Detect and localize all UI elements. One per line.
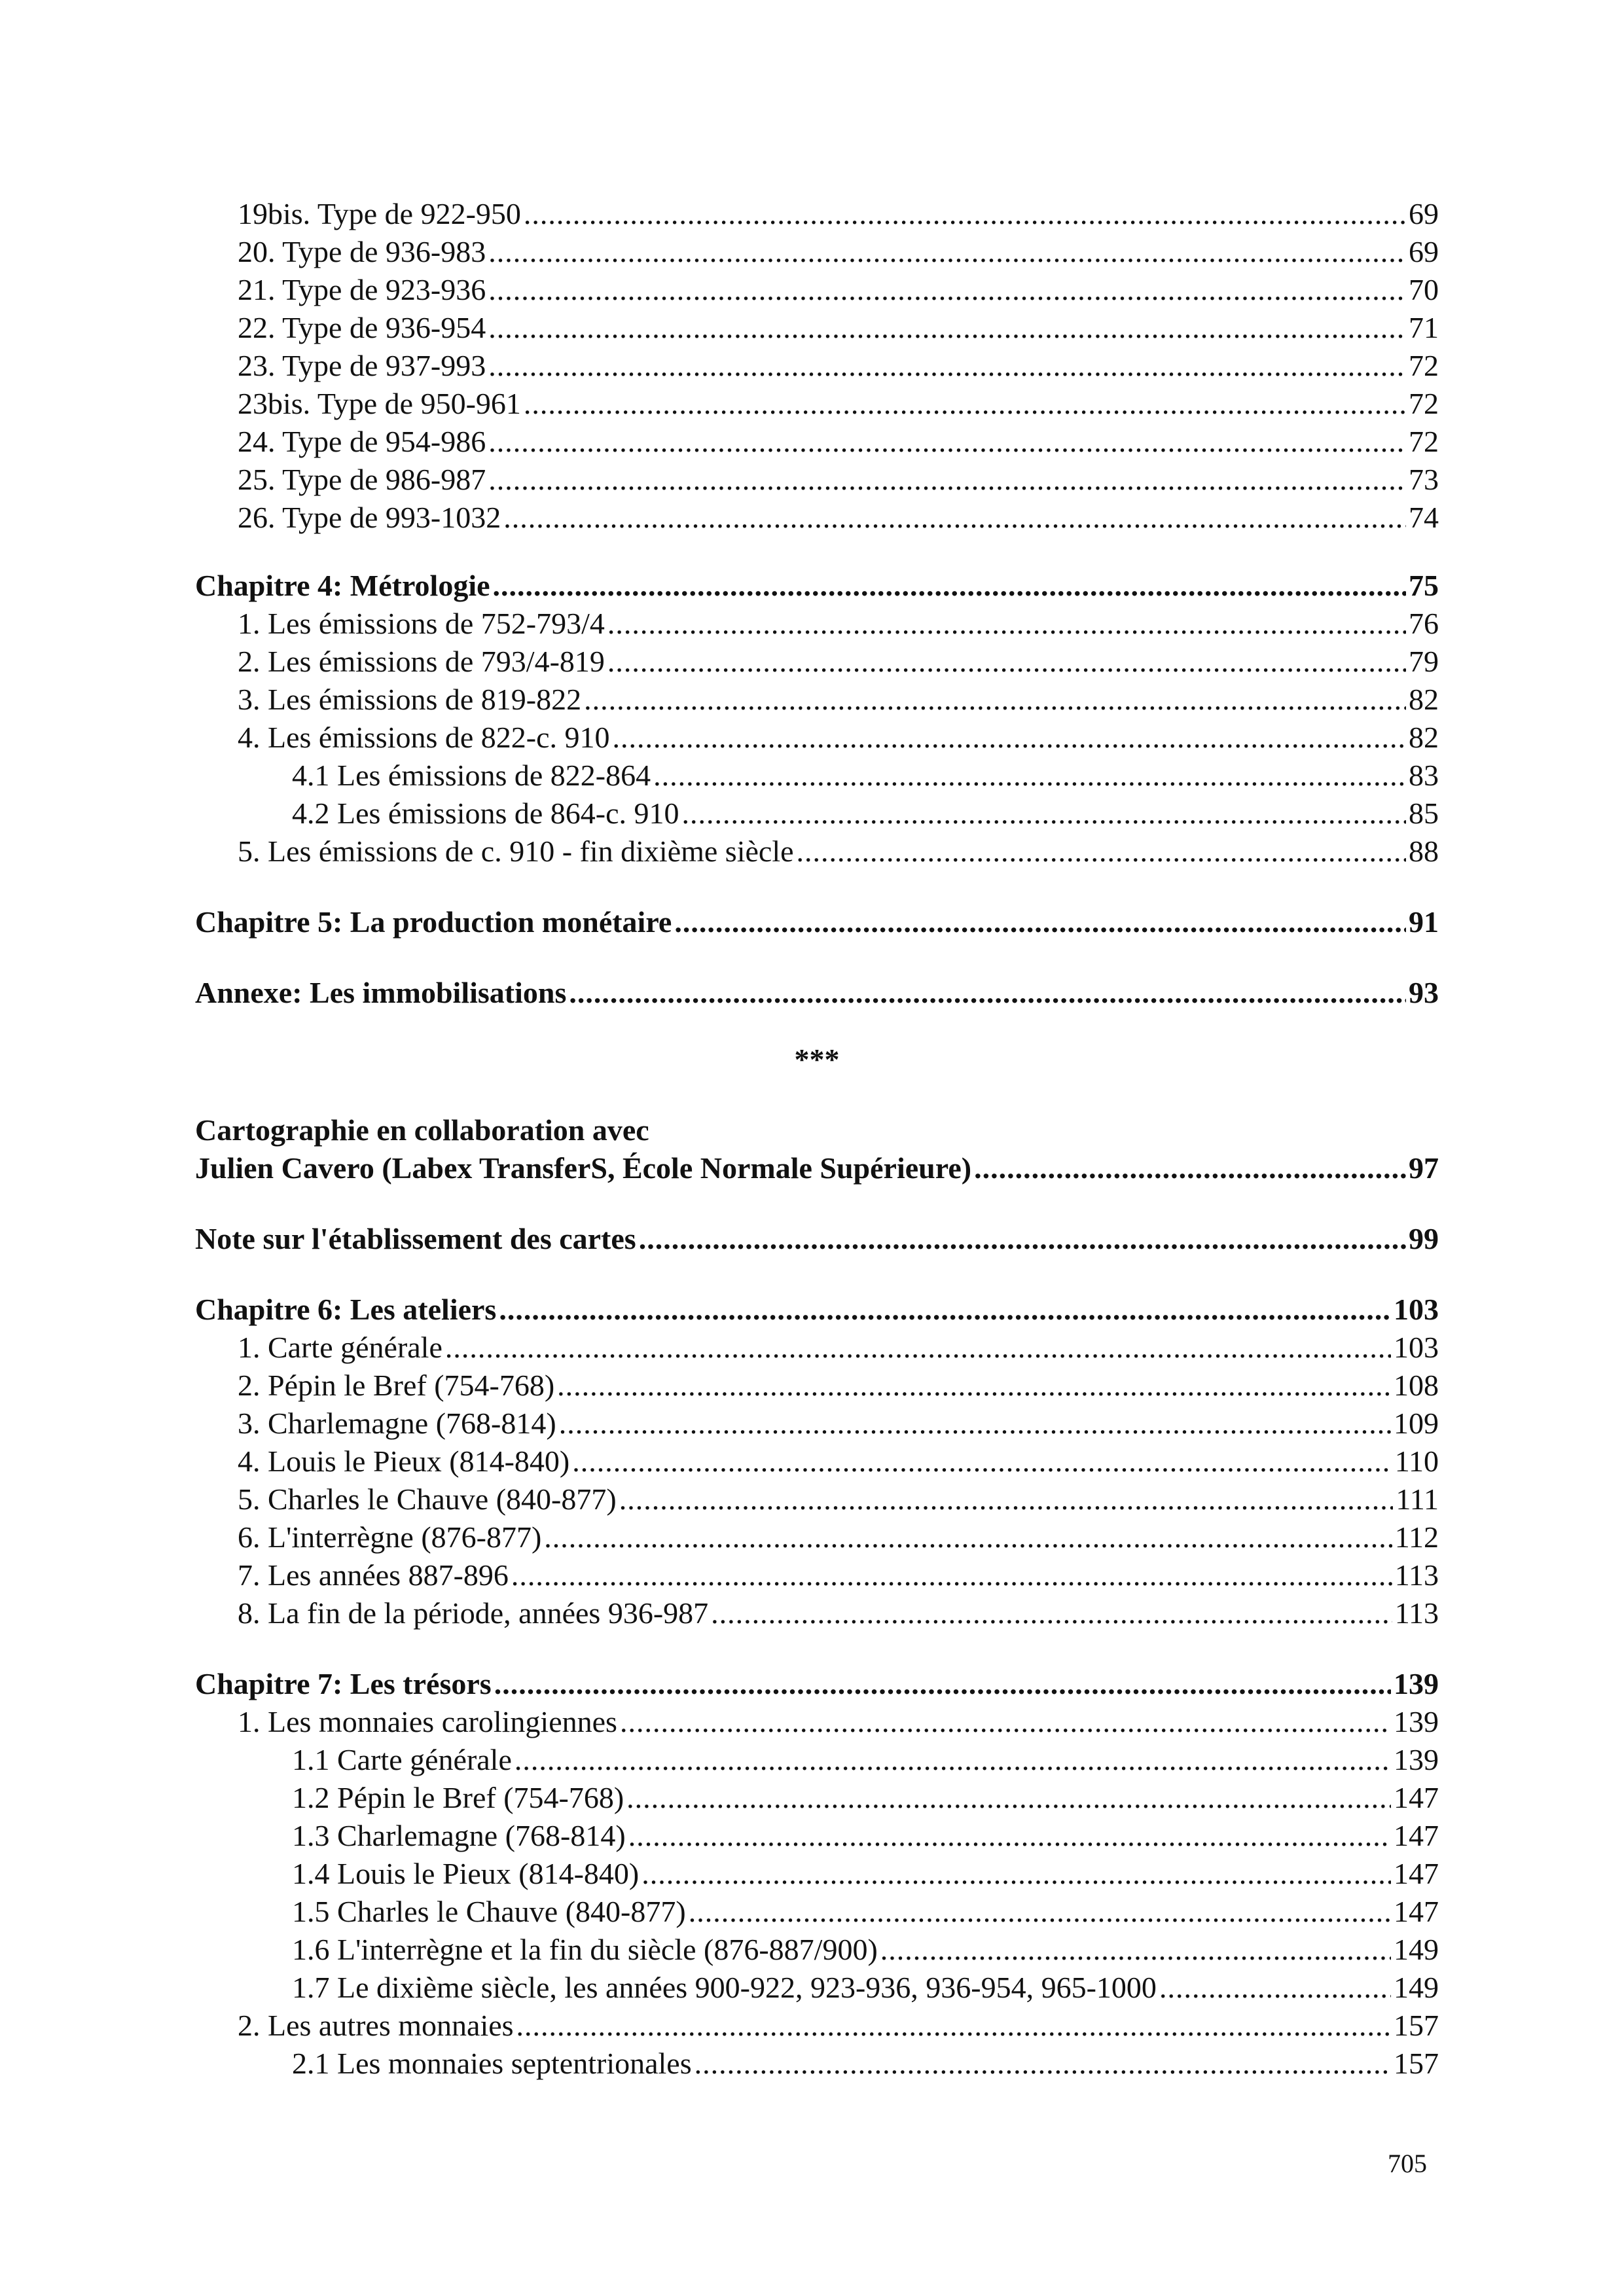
dot-leader [488,423,1406,461]
dot-leader [619,1480,1394,1518]
toc-entry-23bis [195,385,1439,423]
dot-leader [797,833,1406,870]
toc-page: 149 [1394,1933,1439,1966]
toc-entry-25 [195,461,1439,499]
toc-entry [195,1518,1439,1556]
toc-page: 99 [1409,1222,1439,1255]
chapter-heading-4 [195,567,1439,605]
toc-page: 72 [1409,425,1439,458]
toc-page: 91 [1409,905,1439,939]
dot-leader [641,1855,1391,1893]
toc-entry [195,1443,1439,1480]
toc-label: Chapitre 7: Les trésors [195,1667,492,1700]
toc-page: 109 [1394,1407,1439,1440]
dot-leader [572,1443,1392,1480]
toc-entry [195,1703,1439,1741]
toc-label: 4.1 Les émissions de 822-864 [292,759,651,792]
toc-label: 5. Les émissions de c. 910 - fin dixième siècle [238,834,794,868]
toc-label: 21. Type de 923-936 [238,273,486,306]
toc-label: Note sur l'établissement des cartes [195,1222,636,1255]
toc-label: 1.1 Carte générale [292,1743,512,1776]
dot-leader [639,1220,1406,1258]
toc-label: 1.5 Charles le Chauve (840-877) [292,1895,686,1928]
dot-leader [626,1779,1391,1817]
dot-leader [524,385,1406,423]
toc-label: 1.4 Louis le Pieux (814-840) [292,1857,640,1890]
dot-leader [689,1893,1391,1931]
toc-page: 110 [1394,1444,1439,1478]
toc-page: 139 [1394,1667,1439,1700]
toc-entry [195,1367,1439,1405]
toc-page: 147 [1394,1857,1439,1890]
toc-label: Julien Cavero (Labex TransferS, École Normale Supérieure) [195,1151,972,1185]
toc-label: Chapitre 6: Les ateliers [195,1293,497,1326]
dot-leader [516,2007,1391,2045]
dot-leader [613,719,1406,757]
cartography-heading-line1: Cartographie en collaboration avec [195,1113,649,1147]
toc-entry [195,1556,1439,1594]
toc-label: 8. La fin de la période, années 936-987 [238,1596,709,1630]
toc-label: 1. Les émissions de 752-793/4 [238,607,605,640]
toc-page: 72 [1409,349,1439,382]
toc-entry [195,1594,1439,1632]
toc-page: 103 [1394,1331,1439,1364]
toc-label: 5. Charles le Chauve (840-877) [238,1482,617,1516]
toc-subentry [195,1855,1439,1893]
toc-entry-24 [195,423,1439,461]
toc-label: 1.6 L'interrègne et la fin du siècle (876-887/900) [292,1933,878,1966]
toc-label: 23. Type de 937-993 [238,349,486,382]
toc-entry [195,1405,1439,1443]
toc-page: 82 [1409,683,1439,716]
toc-page: 85 [1409,797,1439,830]
chapter-heading-6 [195,1291,1439,1329]
toc-label: 20. Type de 936-983 [238,235,486,268]
toc-page: 147 [1394,1819,1439,1852]
toc-label: Chapitre 4: Métrologie [195,569,490,602]
toc-entry [195,681,1439,719]
dot-leader [711,1594,1392,1632]
toc-label: 3. Les émissions de 819-822 [238,683,582,716]
toc-label: 4. Louis le Pieux (814-840) [238,1444,570,1478]
toc-label: 25. Type de 986-987 [238,463,486,496]
toc-entry-22 [195,309,1439,347]
toc-subentry [195,757,1439,795]
dot-leader [445,1329,1391,1367]
table-of-contents [195,195,1439,2083]
toc-label: 26. Type de 993-1032 [238,501,501,534]
dot-leader [493,567,1406,605]
toc-page: 76 [1409,607,1439,640]
dot-leader [511,1556,1392,1594]
toc-page: 108 [1394,1369,1439,1402]
toc-label: 7. Les années 887-896 [238,1558,509,1592]
toc-page: 112 [1394,1520,1439,1554]
dot-leader [607,605,1406,643]
toc-page: 157 [1394,2047,1439,2080]
toc-label: 1. Les monnaies carolingiennes [238,1705,617,1738]
toc-label: 2.1 Les monnaies septentrionales [292,2047,692,2080]
toc-entry-23 [195,347,1439,385]
dot-leader [584,681,1406,719]
dot-leader [880,1931,1391,1969]
toc-page: 93 [1409,976,1439,1009]
toc-page: 97 [1409,1151,1439,1185]
chapter-heading-7 [195,1665,1439,1703]
toc-page: 88 [1409,834,1439,868]
toc-page: 139 [1394,1743,1439,1776]
toc-label: Annexe: Les immobilisations [195,976,567,1009]
toc-page: 139 [1394,1705,1439,1738]
toc-label: 3. Charlemagne (768-814) [238,1407,556,1440]
toc-entry [195,605,1439,643]
toc-entry-26 [195,499,1439,537]
toc-subentry [195,1969,1439,2007]
dot-leader [607,643,1406,681]
toc-page: 73 [1409,463,1439,496]
dot-leader [488,233,1406,271]
note-heading [195,1220,1439,1258]
dot-leader [514,1741,1391,1779]
toc-entry [195,833,1439,870]
toc-subentry [195,1893,1439,1931]
annex-heading [195,974,1439,1012]
dot-leader [557,1367,1391,1405]
toc-page: 83 [1409,759,1439,792]
dot-leader [620,1703,1391,1741]
toc-label: 4.2 Les émissions de 864-c. 910 [292,797,679,830]
dot-leader [628,1817,1391,1855]
toc-page: 103 [1394,1293,1439,1326]
toc-label: 2. Les autres monnaies [238,2009,514,2042]
dot-leader [524,195,1406,233]
section-separator: *** [794,1043,840,1076]
dot-leader [1159,1969,1391,2007]
toc-entry-21 [195,271,1439,309]
dot-leader [974,1149,1406,1187]
toc-subentry [195,795,1439,833]
toc-page: 69 [1409,235,1439,268]
toc-subentry [195,1931,1439,1969]
toc-subentry [195,1779,1439,1817]
toc-entry [195,1329,1439,1367]
toc-page: 147 [1394,1895,1439,1928]
dot-leader [488,271,1406,309]
chapter-heading-5 [195,903,1439,941]
toc-page: 113 [1394,1596,1439,1630]
toc-entry [195,719,1439,757]
toc-label: 1.3 Charlemagne (768-814) [292,1819,626,1852]
dot-leader [695,2045,1391,2083]
toc-page: 157 [1394,2009,1439,2042]
dot-leader [682,795,1406,833]
toc-label: 4. Les émissions de 822-c. 910 [238,721,610,754]
toc-entry-20 [195,233,1439,271]
toc-page: 82 [1409,721,1439,754]
toc-page: 72 [1409,387,1439,420]
toc-subentry [195,1817,1439,1855]
toc-label: 23bis. Type de 950-961 [238,387,521,420]
dot-leader [674,903,1406,941]
dot-leader [488,309,1406,347]
toc-label: 19bis. Type de 922-950 [238,197,521,230]
toc-entry [195,643,1439,681]
dot-leader [499,1291,1391,1329]
toc-label: Chapitre 5: La production monétaire [195,905,672,939]
toc-page: 71 [1409,311,1439,344]
toc-label: 1. Carte générale [238,1331,442,1364]
toc-subentry [195,1741,1439,1779]
toc-entry [195,1480,1439,1518]
toc-entry [195,2007,1439,2045]
dot-leader [544,1518,1392,1556]
toc-page: 111 [1396,1482,1439,1516]
toc-page: 79 [1409,645,1439,678]
toc-subentry [195,2045,1439,2083]
page-number: 705 [1388,2149,1427,2178]
toc-label: 2. Les émissions de 793/4-819 [238,645,605,678]
cartography-heading-line2 [195,1149,1439,1187]
dot-leader [653,757,1406,795]
toc-page: 69 [1409,197,1439,230]
toc-page: 147 [1394,1781,1439,1814]
toc-label: 2. Pépin le Bref (754-768) [238,1369,555,1402]
dot-leader [559,1405,1391,1443]
toc-label: 24. Type de 954-986 [238,425,486,458]
toc-entry-19bis [195,195,1439,233]
toc-label: 6. L'interrègne (876-877) [238,1520,542,1554]
dot-leader [503,499,1406,537]
toc-page: 75 [1409,569,1439,602]
toc-page: 149 [1394,1971,1439,2004]
toc-page: 70 [1409,273,1439,306]
toc-label: 1.2 Pépin le Bref (754-768) [292,1781,624,1814]
dot-leader [494,1665,1391,1703]
toc-page: 74 [1409,501,1439,534]
toc-label: 1.7 Le dixième siècle, les années 900-922, 923-936, 936-954, 965-1000 [292,1971,1157,2004]
toc-label: 22. Type de 936-954 [238,311,486,344]
dot-leader [569,974,1406,1012]
dot-leader [488,461,1406,499]
dot-leader [488,347,1406,385]
toc-page: 113 [1394,1558,1439,1592]
